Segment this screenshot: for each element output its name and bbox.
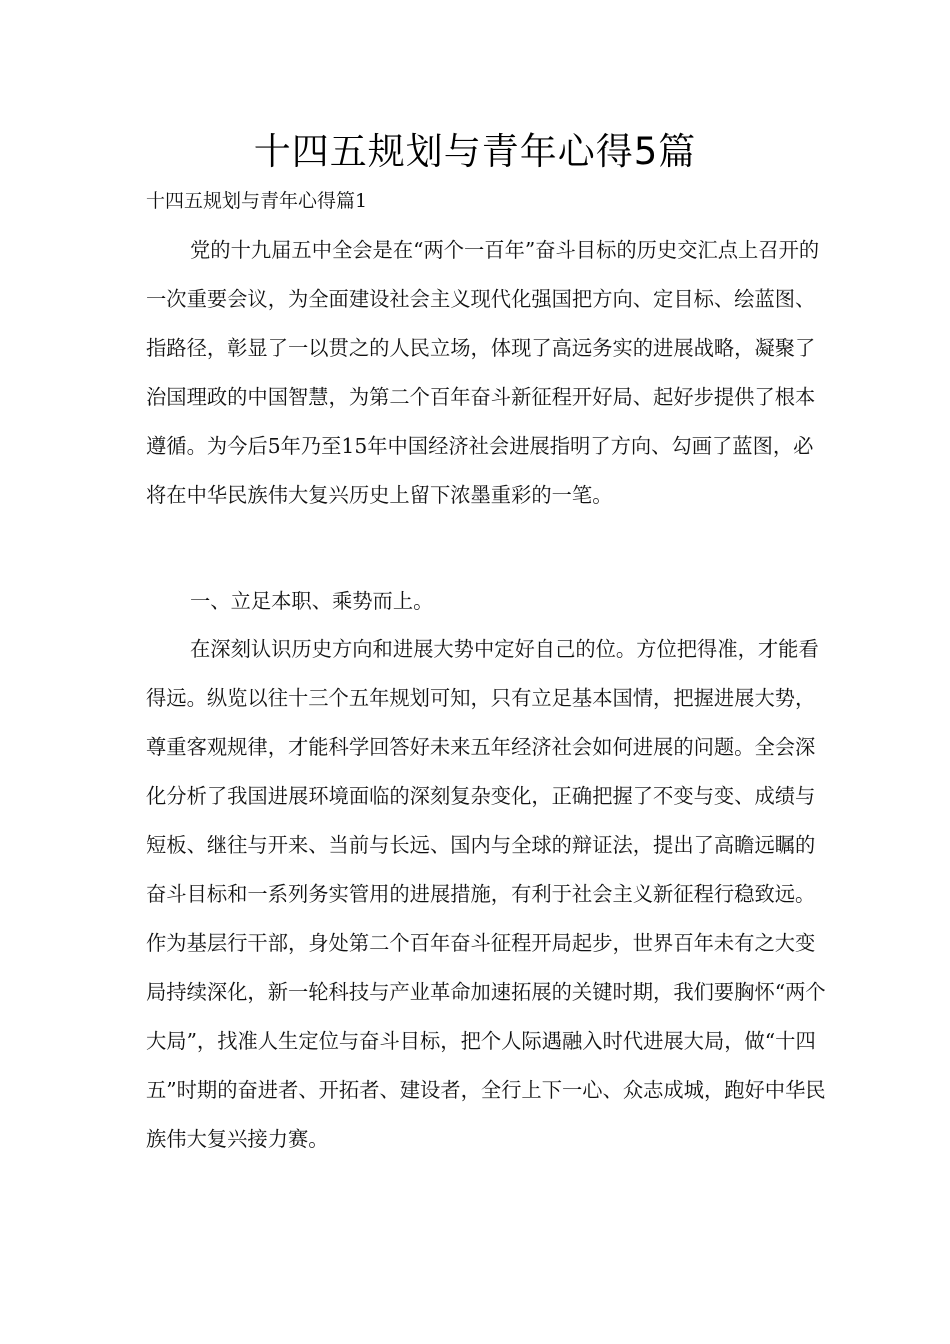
document-title: 十四五规划与青年心得5篇 <box>253 130 697 173</box>
paragraph-2: 在深刻认识历史方向和进展大势中定好自己的位。方位把得准，才能看得远。纵览以往十三个五年规划可知，只有立足基本国情，把握进展大势，尊重客观规律，才能科学回答好未来五年经济社会如何进展的问题。全会深化分析了我国进展环境面临的深刻复杂变化，正确把握了不变与变、成绩与短板、继往与开来、当前与长远、国内与全球的辩证法，提出了高瞻远瞩的奋斗目标和一系列务实管用的进展措施，有利于社会主义新征程行稳致远。作为基层行干部，身处第二个百年奋斗征程开局起步，世界百年未有之大变局持续深化，新一轮科技与产业革命加速拓展的关键时期，我们要胸怀“两个大局”，找准人生定位与奋斗目标，把个人际遇融入时代进展大局，做“十四五”时期的奋进者、开拓者、建设者，全行上下一心、众志成城，跑好中华民族伟大复兴接力赛。 <box>146 637 826 1151</box>
paragraph-1: 党的十九届五中全会是在“两个一百年”奋斗目标的历史交汇点上召开的一次重要会议，为全面建设社会主义现代化强国把方向、定目标、绘蓝图、指路径，彰显了一以贯之的人民立场，体现了高远务实的进展战略，凝聚了治国理政的中国智慧，为第二个百年奋斗新征程开好局、起好步提供了根本遵循。为今后5年乃至15年中国经济社会进展指明了方向、勾画了蓝图，必将在中华民族伟大复兴历史上留下浓墨重彩的一笔。 <box>146 238 820 507</box>
document-subtitle: 十四五规划与青年心得篇1 <box>146 190 368 212</box>
section-heading-1: 一、立足本职、乘势而上。 <box>190 589 434 613</box>
